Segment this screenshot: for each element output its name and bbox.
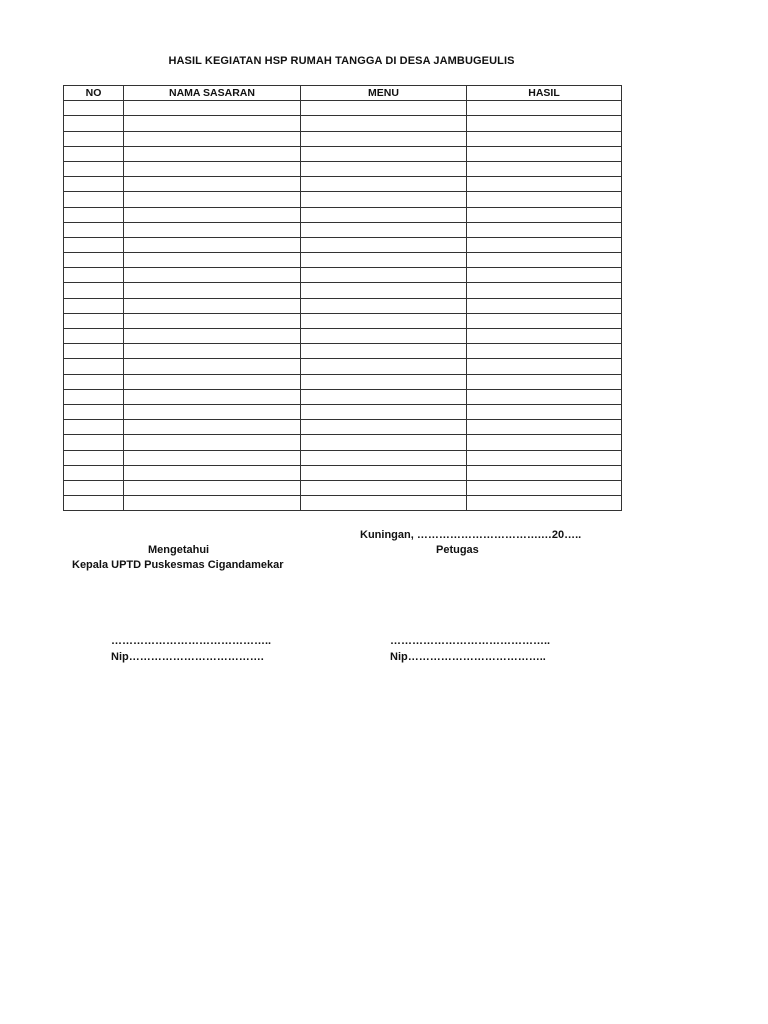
- cell-no: [64, 404, 124, 419]
- header-nama-sasaran: NAMA SASARAN: [124, 86, 301, 101]
- cell-menu: [301, 101, 467, 116]
- cell-hasil: [467, 283, 622, 298]
- cell-no: [64, 389, 124, 404]
- cell-nama-sasaran: [124, 374, 301, 389]
- table-row: [64, 374, 622, 389]
- cell-no: [64, 192, 124, 207]
- cell-no: [64, 450, 124, 465]
- cell-no: [64, 374, 124, 389]
- table-row: [64, 146, 622, 161]
- cell-nama-sasaran: [124, 450, 301, 465]
- cell-no: [64, 161, 124, 176]
- table-body: [64, 101, 622, 511]
- cell-hasil: [467, 435, 622, 450]
- header-no: NO: [64, 86, 124, 101]
- cell-menu: [301, 222, 467, 237]
- cell-hasil: [467, 268, 622, 283]
- cell-nama-sasaran: [124, 192, 301, 207]
- table-row: [64, 161, 622, 176]
- table-row: [64, 253, 622, 268]
- cell-hasil: [467, 192, 622, 207]
- header-hasil: HASIL: [467, 86, 622, 101]
- table-row: [64, 268, 622, 283]
- cell-menu: [301, 237, 467, 252]
- cell-hasil: [467, 161, 622, 176]
- cell-no: [64, 435, 124, 450]
- cell-menu: [301, 298, 467, 313]
- cell-nama-sasaran: [124, 465, 301, 480]
- cell-menu: [301, 253, 467, 268]
- table-row: [64, 313, 622, 328]
- table-row: [64, 222, 622, 237]
- cell-hasil: [467, 480, 622, 495]
- cell-no: [64, 116, 124, 131]
- cell-no: [64, 253, 124, 268]
- cell-no: [64, 283, 124, 298]
- left-signatory-organization: Kepala UPTD Puskesmas Cigandamekar: [72, 559, 284, 571]
- cell-no: [64, 177, 124, 192]
- cell-hasil: [467, 389, 622, 404]
- cell-hasil: [467, 146, 622, 161]
- cell-nama-sasaran: [124, 268, 301, 283]
- table-row: [64, 389, 622, 404]
- table-row: [64, 283, 622, 298]
- cell-menu: [301, 313, 467, 328]
- cell-nama-sasaran: [124, 146, 301, 161]
- table-row: [64, 404, 622, 419]
- cell-nama-sasaran: [124, 253, 301, 268]
- place-date-line: Kuningan, …………………………….…20…..: [360, 529, 582, 541]
- table-row: [64, 329, 622, 344]
- cell-no: [64, 101, 124, 116]
- cell-hasil: [467, 116, 622, 131]
- cell-hasil: [467, 359, 622, 374]
- cell-no: [64, 268, 124, 283]
- cell-nama-sasaran: [124, 435, 301, 450]
- cell-nama-sasaran: [124, 496, 301, 511]
- cell-menu: [301, 359, 467, 374]
- cell-hasil: [467, 298, 622, 313]
- left-signature-name-line: ……………………………………..: [111, 635, 272, 647]
- cell-menu: [301, 435, 467, 450]
- document-title: HASIL KEGIATAN HSP RUMAH TANGGA DI DESA JAMBUGEULIS: [168, 55, 515, 67]
- cell-menu: [301, 161, 467, 176]
- cell-nama-sasaran: [124, 344, 301, 359]
- cell-no: [64, 465, 124, 480]
- table-row: [64, 116, 622, 131]
- cell-hasil: [467, 222, 622, 237]
- cell-no: [64, 496, 124, 511]
- activity-table: [63, 85, 622, 511]
- cell-no: [64, 480, 124, 495]
- cell-nama-sasaran: [124, 420, 301, 435]
- cell-hasil: [467, 344, 622, 359]
- cell-menu: [301, 450, 467, 465]
- cell-hasil: [467, 450, 622, 465]
- cell-menu: [301, 496, 467, 511]
- right-signature-name-line: ……………………………………..: [390, 635, 551, 647]
- table-row: [64, 237, 622, 252]
- table-row: [64, 480, 622, 495]
- table-header-row: [64, 86, 622, 101]
- cell-menu: [301, 116, 467, 131]
- cell-nama-sasaran: [124, 207, 301, 222]
- cell-no: [64, 359, 124, 374]
- cell-hasil: [467, 465, 622, 480]
- cell-no: [64, 207, 124, 222]
- cell-no: [64, 344, 124, 359]
- cell-no: [64, 329, 124, 344]
- cell-menu: [301, 465, 467, 480]
- cell-hasil: [467, 420, 622, 435]
- table-row: [64, 298, 622, 313]
- cell-menu: [301, 207, 467, 222]
- cell-menu: [301, 131, 467, 146]
- cell-menu: [301, 268, 467, 283]
- cell-menu: [301, 404, 467, 419]
- cell-nama-sasaran: [124, 359, 301, 374]
- cell-menu: [301, 374, 467, 389]
- cell-hasil: [467, 101, 622, 116]
- cell-nama-sasaran: [124, 116, 301, 131]
- cell-no: [64, 420, 124, 435]
- cell-nama-sasaran: [124, 313, 301, 328]
- cell-nama-sasaran: [124, 404, 301, 419]
- cell-menu: [301, 283, 467, 298]
- cell-no: [64, 131, 124, 146]
- cell-menu: [301, 420, 467, 435]
- table-row: [64, 450, 622, 465]
- right-signatory-role: Petugas: [436, 544, 479, 556]
- table-row: [64, 359, 622, 374]
- cell-nama-sasaran: [124, 329, 301, 344]
- cell-nama-sasaran: [124, 101, 301, 116]
- cell-no: [64, 298, 124, 313]
- cell-no: [64, 237, 124, 252]
- cell-menu: [301, 192, 467, 207]
- table-row: [64, 192, 622, 207]
- cell-hasil: [467, 404, 622, 419]
- table-row: [64, 101, 622, 116]
- cell-nama-sasaran: [124, 131, 301, 146]
- table-row: [64, 465, 622, 480]
- table-row: [64, 131, 622, 146]
- cell-hasil: [467, 329, 622, 344]
- left-signatory-role: Mengetahui: [148, 544, 210, 556]
- cell-nama-sasaran: [124, 283, 301, 298]
- cell-hasil: [467, 374, 622, 389]
- cell-nama-sasaran: [124, 480, 301, 495]
- cell-no: [64, 222, 124, 237]
- header-menu: MENU: [301, 86, 467, 101]
- left-signature-nip-line: Nip……………………………….: [111, 651, 264, 663]
- cell-hasil: [467, 237, 622, 252]
- cell-menu: [301, 344, 467, 359]
- table-row: [64, 496, 622, 511]
- table-row: [64, 435, 622, 450]
- cell-menu: [301, 480, 467, 495]
- cell-no: [64, 146, 124, 161]
- cell-nama-sasaran: [124, 389, 301, 404]
- cell-menu: [301, 389, 467, 404]
- cell-nama-sasaran: [124, 161, 301, 176]
- table-row: [64, 420, 622, 435]
- table-row: [64, 207, 622, 222]
- cell-hasil: [467, 496, 622, 511]
- cell-menu: [301, 329, 467, 344]
- cell-hasil: [467, 313, 622, 328]
- right-signature-nip-line: Nip………………………………..: [390, 651, 546, 663]
- cell-nama-sasaran: [124, 298, 301, 313]
- cell-nama-sasaran: [124, 222, 301, 237]
- cell-nama-sasaran: [124, 177, 301, 192]
- cell-menu: [301, 177, 467, 192]
- cell-hasil: [467, 207, 622, 222]
- cell-menu: [301, 146, 467, 161]
- table-row: [64, 344, 622, 359]
- cell-hasil: [467, 131, 622, 146]
- cell-hasil: [467, 253, 622, 268]
- cell-nama-sasaran: [124, 237, 301, 252]
- cell-hasil: [467, 177, 622, 192]
- cell-no: [64, 313, 124, 328]
- table-row: [64, 177, 622, 192]
